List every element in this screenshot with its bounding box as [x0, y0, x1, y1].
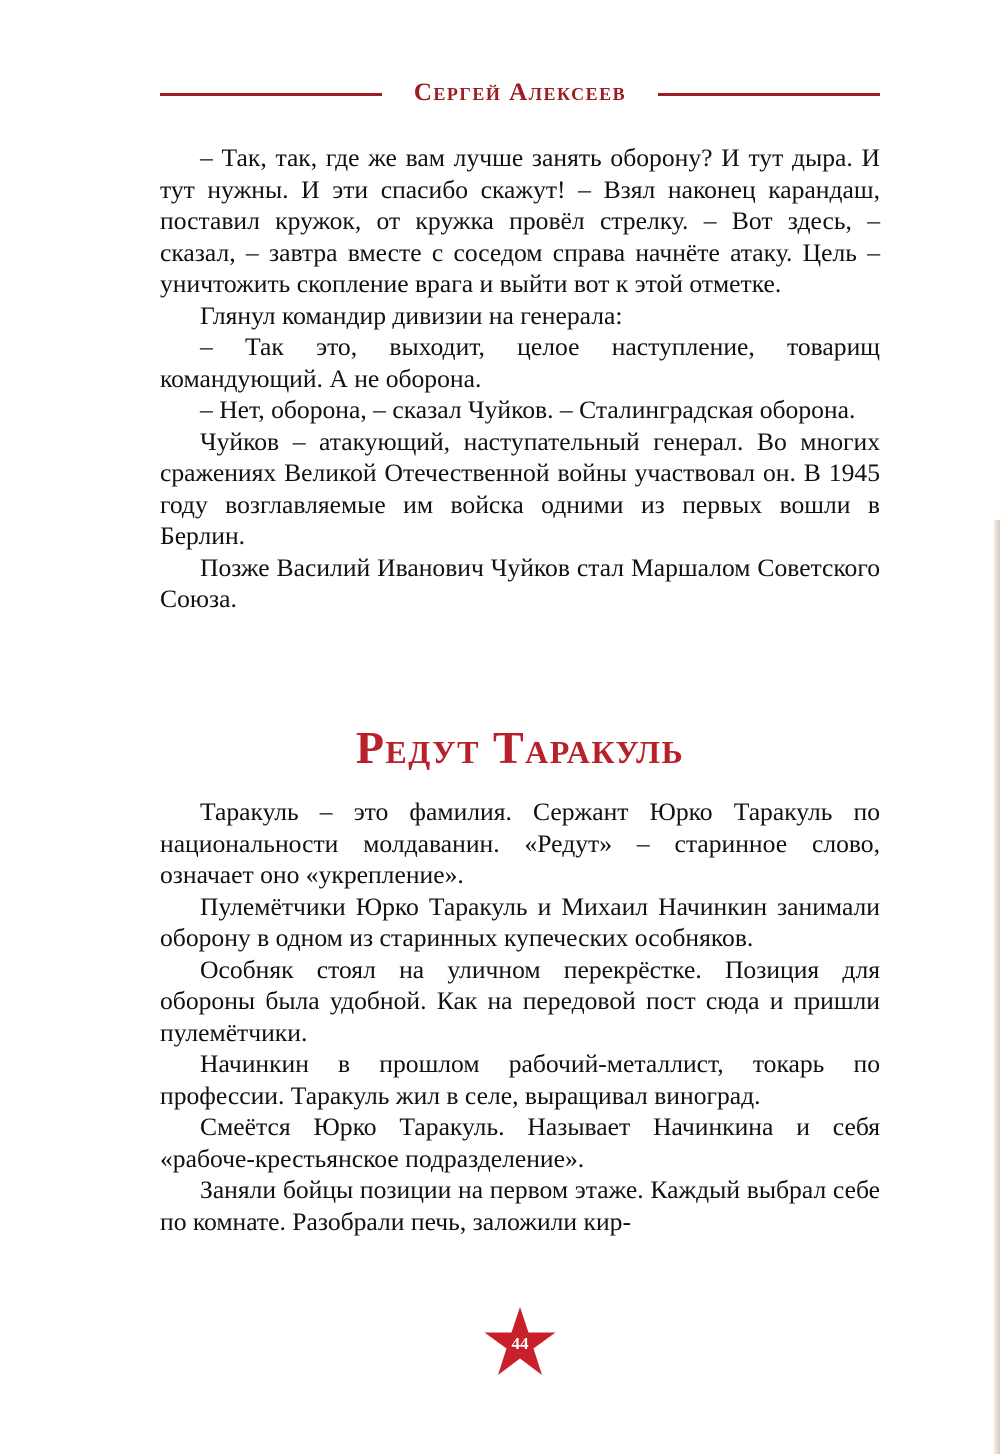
- page-number: 44: [511, 1334, 529, 1353]
- header-rule-left: [160, 93, 382, 96]
- body-text-section-2: [160, 796, 880, 1237]
- header-rule-right: [658, 93, 880, 96]
- body-text-section-1: [160, 142, 880, 615]
- paragraph: Смеётся Юрко Таракуль. Называет Начинкина и себя «рабоче-крестьянское подразделение».: [160, 1112, 880, 1173]
- paragraph: – Так это, выходит, целое наступление, товарищ командующий. А не оборона.: [160, 332, 880, 393]
- paragraph: Особняк стоял на уличном перекрёстке. Позиция для обороны была удобной. Как на передовой пост сюда и пришли пулемётчики.: [160, 954, 880, 1047]
- running-header: [160, 78, 880, 108]
- paragraph: – Так, так, где же вам лучше занять оборону? И тут дыра. И тут нужны. И эти спасибо скажут! – Взял наконец карандаш, поставил кружок, от кружка провёл стрелку. – Вот здесь, – сказал, – завтра вместе с соседом справа начнёте атаку. Цель – уничтожить скопление врага и выйти вот к этой отметке.: [160, 143, 880, 298]
- paragraph: Чуйков – атакующий, наступательный генерал. Во многих сражениях Великой Отечественной войны участвовал он. В 1945 году возглавляемые им войска одними из первых вошли в Берлин.: [160, 426, 880, 550]
- chapter-title: Редут Таракуль: [355, 722, 685, 773]
- page-edge-shadow: [994, 520, 1000, 1454]
- page-number-star: [482, 1305, 558, 1379]
- paragraph: Начинкин в прошлом рабочий-металлист, токарь по профессии. Таракуль жил в селе, выращивал виноград.: [160, 1049, 880, 1110]
- paragraph: Таракуль – это фамилия. Сержант Юрко Таракуль по национальности молдаванин. «Редут» – старинное слово, означает оно «укрепление».: [160, 797, 880, 889]
- paragraph: Пулемётчики Юрко Таракуль и Михаил Начинкин занимали оборону в одном из старинных купеческих особняков.: [160, 891, 880, 952]
- paragraph: – Нет, оборона, – сказал Чуйков. – Сталинградская оборона.: [200, 395, 856, 424]
- paragraph: Глянул командир дивизии на генерала:: [200, 300, 623, 330]
- header-author: Сергей Алексеев: [413, 79, 627, 106]
- paragraph: Позже Василий Иванович Чуйков стал Маршалом Советского Союза.: [160, 552, 880, 613]
- paragraph: Заняли бойцы позиции на первом этаже. Каждый выбрал себе по комнате. Разобрали печь, заложили кир-: [160, 1175, 880, 1236]
